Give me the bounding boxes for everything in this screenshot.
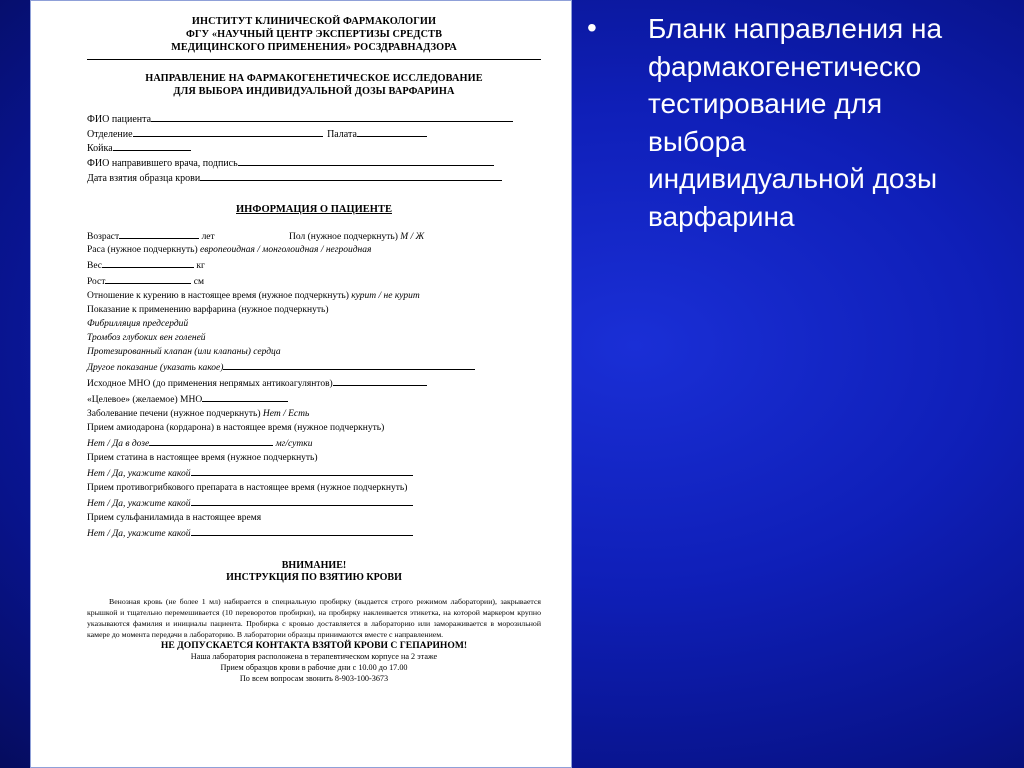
age-row: Возраст лет Пол (нужное подчеркнуть) М / Ж <box>87 229 541 245</box>
doctor-field: ФИО направившего врача, подпись <box>87 156 541 171</box>
indication-af: Фибрилляция предсердий <box>87 319 189 330</box>
statin-row: Прием статина в настоящее время (нужное подчеркнуть) <box>87 452 318 463</box>
referral-form-image <box>30 0 572 768</box>
lab-hours: Прием образцов крови в рабочие дни с 10.00 до 17.00 <box>220 662 408 672</box>
header-divider <box>87 59 541 60</box>
indication-other: Другое показание (указать какое) <box>87 360 541 376</box>
height-row: Рост см <box>87 274 541 290</box>
header-line-3: МЕДИЦИНСКОГО ПРИМЕНЕНИЯ» РОСЗДРАВНАДЗОРА <box>171 42 457 53</box>
blood-instructions: Венозная кровь (не более 1 мл) набирается в специальную пробирку (выдается строго режимом лаборатории), закрывается крышкой и тщательно перемешивается (10 переворотов пробирки), на пробирку наклеивается этикетка, на которой маркером крупно указываются фамилия и инициалы пациента. Пробирка с кровью доставляется в лабораторию или замораживается в морозильной камере до момента передачи в лабораторию. В лаборатории образцы принимаются вместе с направлением. <box>87 596 541 639</box>
caption-line: индивидуальной дозы <box>648 163 938 194</box>
caption-line: Бланк направления на <box>648 13 943 44</box>
antifungal-row: Прием противогрибкового препарата в настоящее время (нужное подчеркнуть) <box>87 482 408 493</box>
smoking-row: Отношение к курению в настоящее время (нужное подчеркнуть) курит / не курит <box>87 291 420 302</box>
indication-valve: Протезированный клапан (или клапаны) сердца <box>87 347 281 358</box>
lab-location: Наша лаборатория расположена в терапевтическом корпусе на 2 этаже <box>190 651 438 661</box>
liver-row: Заболевание печени (нужное подчеркнуть) Нет / Есть <box>87 408 310 419</box>
form-title-line-1: НАПРАВЛЕНИЕ НА ФАРМАКОГЕНЕТИЧЕСКОЕ ИССЛЕДОВАНИЕ <box>145 73 483 84</box>
header-line-2: ФГУ «НАУЧНЫЙ ЦЕНТР ЭКСПЕРТИЗЫ СРЕДСТВ <box>185 29 443 40</box>
bed-field: Койка <box>87 141 541 156</box>
race-row: Раса (нужное подчеркнуть) европеоидная / монголоидная / негроидная <box>87 245 372 256</box>
caption-line: выбора <box>648 125 746 157</box>
heparin-warning: НЕ ДОПУСКАЕТСЯ КОНТАКТА ВЗЯТОЙ КРОВИ С ГЕПАРИНОМ! <box>160 639 468 651</box>
patient-info <box>87 229 541 542</box>
warning-title: ВНИМАНИЕ! <box>281 559 347 571</box>
form-title <box>87 72 541 98</box>
bullet-icon: • <box>587 12 597 43</box>
basic-fields <box>87 112 541 186</box>
antifungal-which-row: Нет / Да, укажите какой <box>87 496 541 512</box>
sulfa-which-row: Нет / Да, укажите какой <box>87 526 541 542</box>
lab-phone: По всем вопросам звонить 8-903-100-3673 <box>239 673 389 683</box>
weight-row: Вес кг <box>87 258 541 274</box>
instruction-title: ИНСТРУКЦИЯ ПО ВЗЯТИЮ КРОВИ <box>226 571 402 583</box>
institute-header <box>87 15 541 54</box>
slide-caption <box>648 10 1020 235</box>
caption-line: тестирование для <box>648 88 883 119</box>
department-field: Отделение Палата <box>87 127 541 142</box>
amiodarone-row: Прием амиодарона (кордарона) в настоящее время (нужное подчеркнуть) <box>87 422 385 433</box>
caption-line: варфарина <box>648 200 795 232</box>
ward-label: Палата <box>327 128 357 140</box>
sample-date-field: Дата взятия образца крови <box>87 171 541 186</box>
inr-target-row: «Целевое» (желаемое) МНО <box>87 392 541 408</box>
blood-instruction-heading <box>87 560 541 584</box>
indication-row: Показание к применению варфарина (нужное подчеркнуть) <box>87 305 329 316</box>
statin-which-row: Нет / Да, укажите какой <box>87 466 541 482</box>
indication-dvt: Тромбоз глубоких вен голеней <box>87 333 206 344</box>
header-line-1: ИНСТИТУТ КЛИНИЧЕСКОЙ ФАРМАКОЛОГИИ <box>191 16 437 27</box>
amiodarone-dose-row: Нет / Да в дозе мг/сутки <box>87 436 541 452</box>
section-title: ИНФОРМАЦИЯ О ПАЦИЕНТЕ <box>236 203 392 215</box>
inr-initial-row: Исходное МНО (до применения непрямых антикоагулянтов) <box>87 376 541 392</box>
caption-line: фармакогенетическо <box>648 50 922 82</box>
patient-name-field: ФИО пациента <box>87 112 541 127</box>
sulfa-row: Прием сульфаниламида в настоящее время <box>87 512 262 523</box>
form-title-line-2: ДЛЯ ВЫБОРА ИНДИВИДУАЛЬНОЙ ДОЗЫ ВАРФАРИНА <box>173 86 455 97</box>
